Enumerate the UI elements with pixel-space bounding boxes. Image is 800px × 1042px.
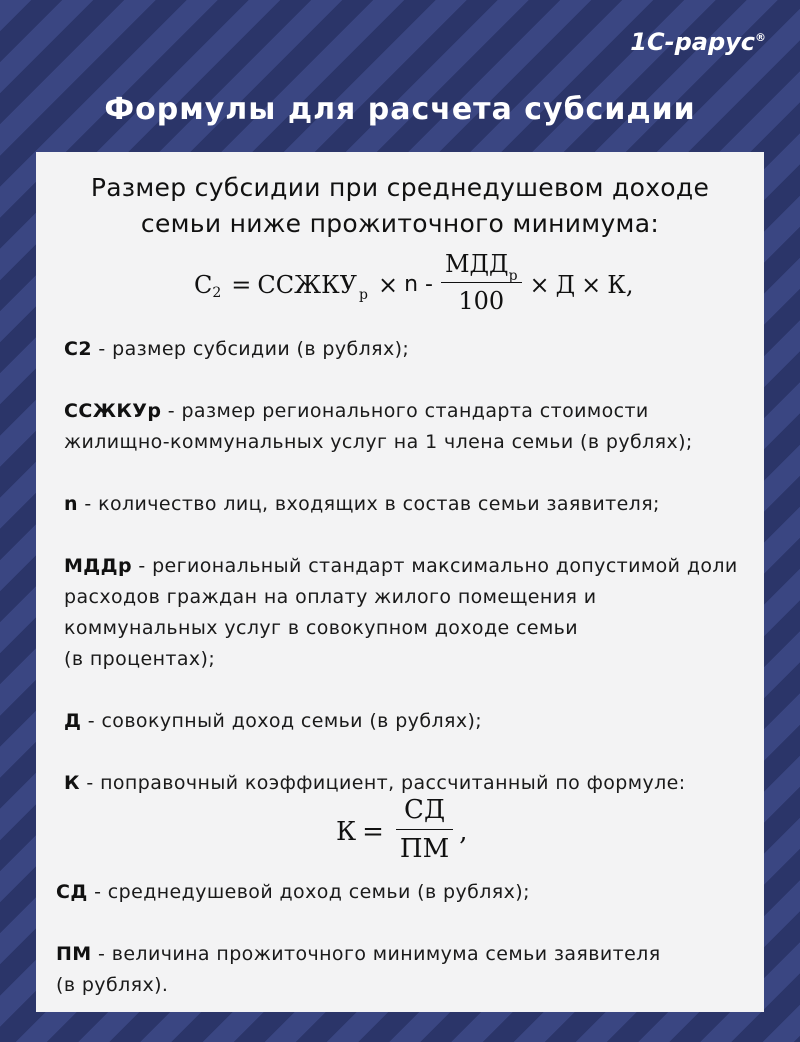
definition-text: - количество лиц, входящих в состав семьи заявителя;: [77, 493, 660, 515]
definition-term: ССЖКУр: [64, 400, 162, 422]
content-card: [36, 152, 764, 1012]
definition-term: К: [64, 772, 80, 794]
formula-times-3: ×: [581, 270, 602, 299]
definition-item: [56, 877, 756, 908]
k-fraction: [392, 795, 457, 864]
fraction-num-sub: р: [508, 268, 518, 284]
definition-text: - среднедушевой доход семьи (в рублях);: [87, 881, 530, 903]
definition-term: МДДр: [64, 555, 132, 577]
fraction-num-text: МДД: [444, 250, 509, 278]
formula-term1: ССЖКУ: [257, 270, 358, 299]
k-eq: =: [362, 816, 384, 847]
fraction-denominator: 100: [458, 287, 505, 315]
definitions-list: [64, 334, 754, 830]
definition-text: - величина прожиточного минимума семьи заявителя: [91, 943, 661, 965]
definition-term: n: [64, 493, 78, 515]
definition-term: ПМ: [56, 943, 92, 965]
company-logo: [630, 28, 766, 56]
definition-text: - размер субсидии (в рублях);: [91, 338, 410, 360]
card-heading: [36, 170, 764, 242]
registered-mark: ®: [755, 31, 766, 44]
definition-text: - региональный стандарт максимально допустимой доли расходов граждан на оплату жилого помещения и коммунальных услуг в совокупном доходе семьи: [64, 555, 738, 639]
definitions-list-2: [56, 877, 756, 1032]
definition-item: [64, 706, 754, 737]
k-lhs: К: [336, 816, 357, 847]
formula-times-1: ×: [377, 270, 399, 299]
formula-term1-sub: р: [359, 286, 368, 303]
definition-item: [64, 489, 754, 520]
formula-lhs: C: [194, 270, 213, 299]
logo-text: 1С-рарус: [630, 28, 755, 56]
definition-item: [64, 551, 754, 675]
heading-line-2: семьи ниже прожиточного минимума:: [140, 209, 660, 238]
subsidy-formula: [194, 252, 633, 317]
heading-line-1: Размер субсидии при среднедушевом доходе: [90, 173, 710, 202]
k-tail: ,: [459, 816, 468, 847]
formula-n: n -: [404, 272, 433, 297]
definition-item: [64, 334, 754, 365]
definition-term: С2: [64, 338, 92, 360]
definition-text: - совокупный доход семьи (в рублях);: [81, 710, 483, 732]
definition-text: - поправочный коэффициент, рассчитанный по формуле:: [79, 772, 686, 794]
definition-item: [64, 396, 754, 458]
definition-term: СД: [56, 881, 88, 903]
definition-item: [56, 939, 756, 1001]
formula-k: К,: [607, 270, 634, 299]
formula-fraction: [441, 250, 522, 315]
definition-term: Д: [64, 710, 82, 732]
k-numerator: СД: [396, 795, 453, 830]
definition-text: - размер регионального стандарта стоимости жилищно-коммунальных услуг на 1 члена семьи (в рублях);: [64, 400, 693, 453]
page-title: Формулы для расчета субсидии: [104, 92, 696, 127]
coefficient-formula: [336, 797, 467, 866]
k-denominator: ПМ: [399, 834, 450, 864]
formula-lhs-sub: 2: [212, 284, 222, 301]
definition-text-tail: (в процентах);: [64, 648, 216, 670]
formula-eq: =: [231, 270, 252, 299]
formula-times-2: ×: [529, 270, 550, 299]
definition-text-tail: (в рублях).: [56, 974, 169, 996]
fraction-numerator: [441, 250, 522, 283]
formula-d: Д: [555, 270, 576, 299]
